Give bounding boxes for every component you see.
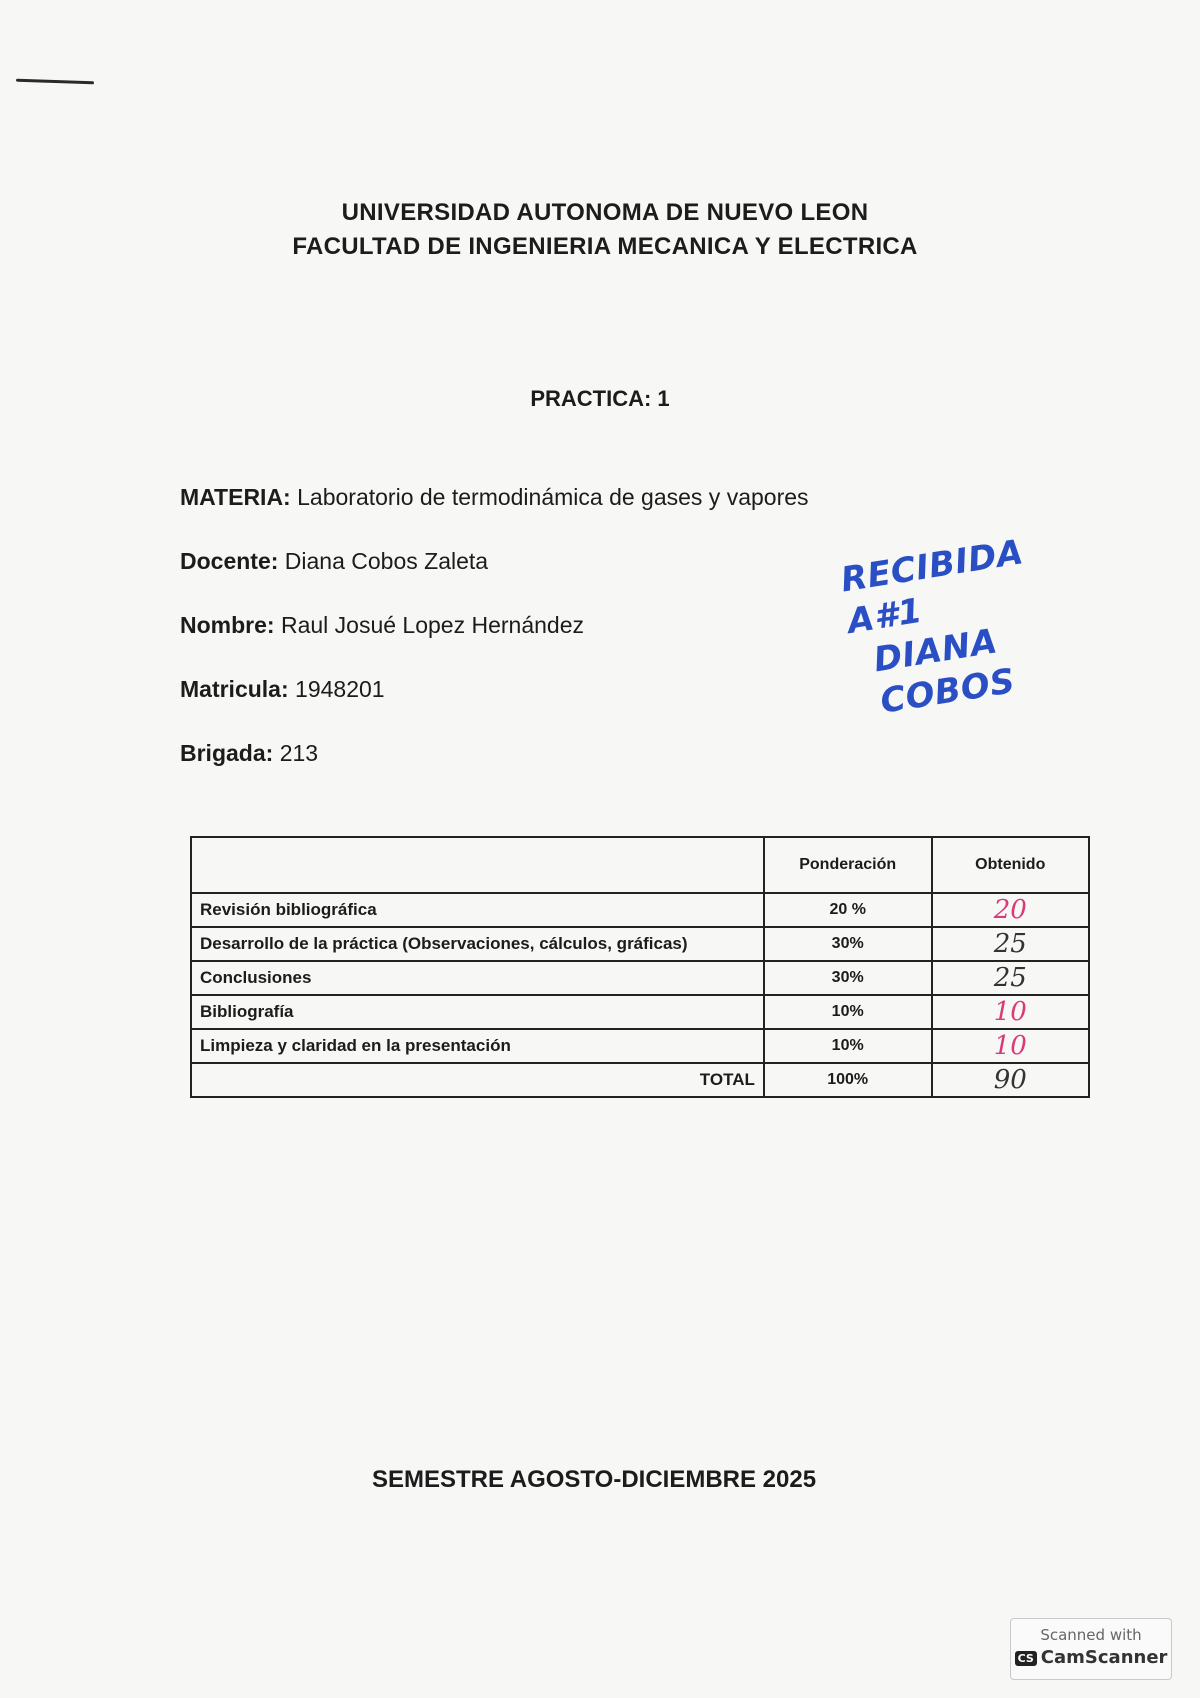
camscanner-name: CamScanner [1040,1647,1168,1668]
criterion-cell: Conclusiones [191,961,764,995]
weight-cell: 20 % [764,893,932,927]
camscanner-brand [1011,1647,1171,1668]
criterion-cell: Revisión bibliográfica [191,893,764,927]
criterion-cell: Bibliografía [191,995,764,1029]
field-value: 213 [279,740,319,766]
score-cell: 10 [932,995,1090,1029]
table-total-row [191,1063,1089,1097]
field-value: Raul Josué Lopez Hernández [280,612,584,638]
field-brigada [180,736,980,800]
total-label: TOTAL [191,1063,764,1097]
header-ponderacion: Ponderación [764,837,932,893]
table-row [191,927,1089,961]
score-cell: 25 [932,961,1090,995]
table-row [191,995,1089,1029]
stamp-line1: RECIBIDA A#1 [838,532,1027,642]
field-label: MATERIA: [180,484,291,510]
faculty-name: FACULTAD DE INGENIERIA MECANICA Y ELECTRICA [292,233,918,260]
header-obtenido: Obtenido [932,837,1090,893]
field-label: Brigada: [180,740,274,766]
table-header-row [191,837,1089,893]
score-cell: 10 [932,1029,1090,1063]
field-label: Docente: [180,548,279,574]
field-value: 1948201 [295,676,385,702]
weight-cell: 10% [764,995,932,1029]
field-materia [180,480,980,544]
field-label: Nombre: [180,612,275,638]
practice-title: PRACTICA: 1 [530,386,670,411]
table-row [191,961,1089,995]
score-cell: 20 [932,893,1090,927]
camscanner-logo-icon: CS [1015,1651,1037,1666]
weight-cell: 10% [764,1029,932,1063]
pen-mark [16,79,94,85]
camscanner-badge [1010,1618,1172,1680]
university-name: UNIVERSIDAD AUTONOMA DE NUEVO LEON [341,199,869,226]
semester-text: SEMESTRE AGOSTO-DICIEMBRE 2025 [371,1466,817,1493]
weight-cell: 30% [764,961,932,995]
field-value: Laboratorio de termodinámica de gases y vapores [297,484,809,510]
semester-footer [0,1466,1200,1494]
score-cell: 25 [932,927,1090,961]
criterion-cell: Desarrollo de la práctica (Observaciones, cálculos, gráficas) [191,927,764,961]
table-row [191,893,1089,927]
total-score: 90 [932,1063,1090,1097]
header-blank-cell [191,837,764,893]
total-weight: 100% [764,1063,932,1097]
grading-table [190,836,1090,1098]
field-label: Matricula: [180,676,289,702]
field-value: Diana Cobos Zaleta [284,548,489,574]
institution-header [0,196,1200,264]
table-row [191,1029,1089,1063]
criterion-cell: Limpieza y claridad en la presentación [191,1029,764,1063]
scanned-with-text: Scanned with [1040,1626,1142,1644]
stamp-line2: DIANA COBOS [871,621,1018,722]
weight-cell: 30% [764,927,932,961]
